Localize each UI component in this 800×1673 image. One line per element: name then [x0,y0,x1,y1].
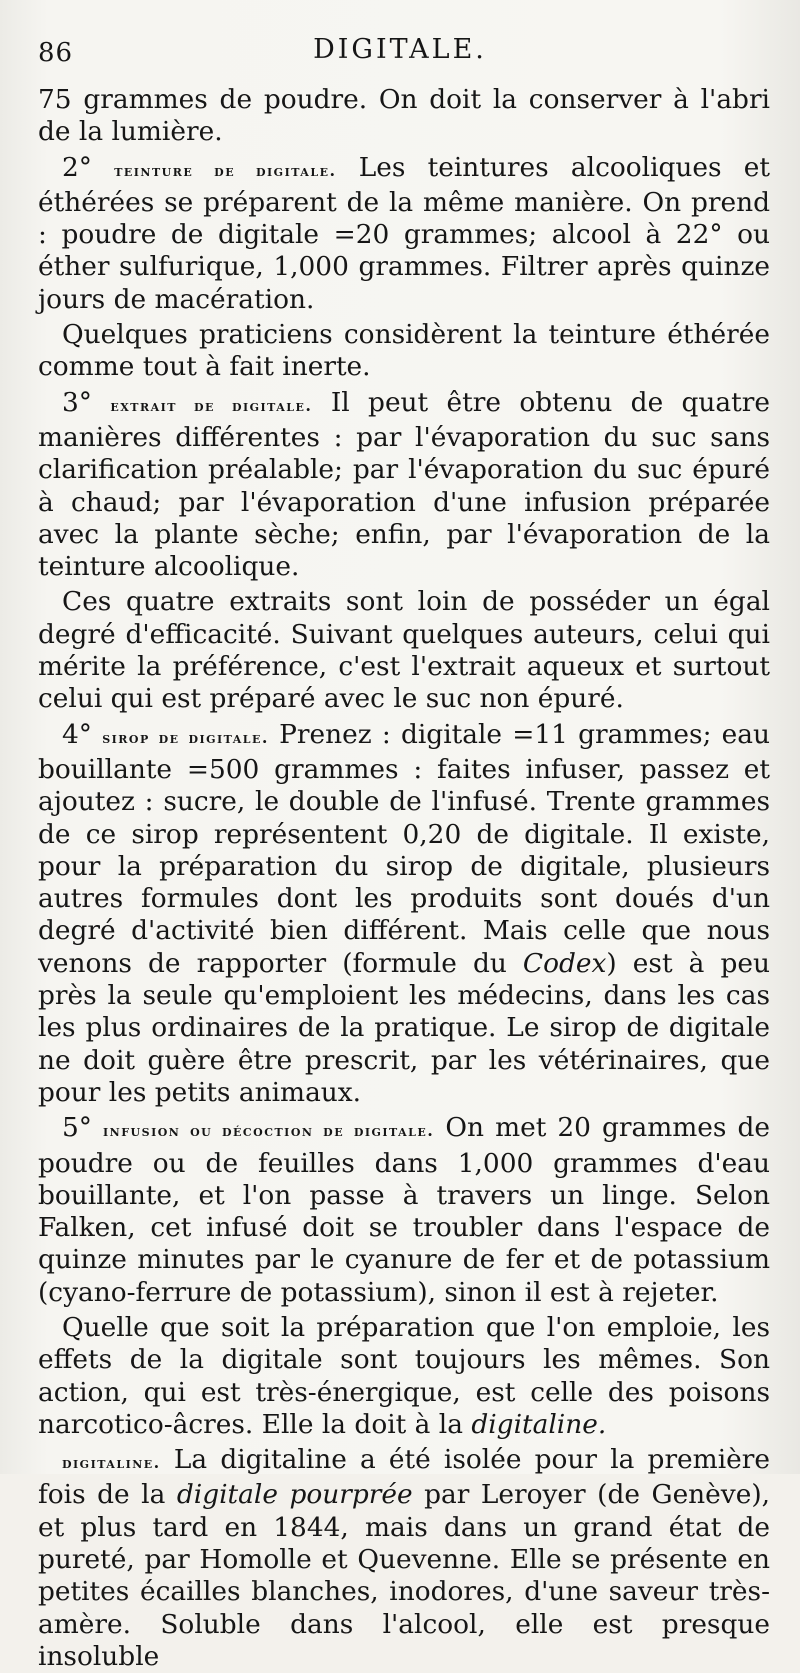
paragraph [38,319,770,384]
paragraph [38,1112,770,1309]
paragraph [38,1312,770,1441]
running-title: DIGITALE. [313,34,487,65]
section-heading: infusion ou décoction de digitale. [103,1121,435,1141]
paragraph-text-continued: par Leroyer (de Genève), et plus tard en 1844, mais dans un grand état de pureté, par Homolle et Quevenne. Elle se présente en petites écailles blanches, inodores, d'une saveur très-amère. Soluble dans l'alcool, elle est presque insoluble [38,1479,771,1672]
paragraph-text: Ces quatre extraits sont loin de posséder un égal degré d'efficacité. Suivant quelques auteurs, celui qui mérite la préférence, c'est l'extrait aqueux et surtout celui qui est préparé avec le suc non épuré. [38,586,770,715]
paragraph [38,152,770,316]
italic-term: digitale pourprée [176,1479,413,1511]
italic-term: digitaline. [471,1408,607,1440]
paragraph [38,84,770,149]
paragraph-text: Il peut être obtenu de quatre manières différentes : par l'évaporation du suc sans clarification préalable; par l'évaporation du suc épuré à chaud; par l'évaporation d'une infusion préparée avec la plante sèche; enfin, par l'évaporation de la teinture alcoolique. [38,386,770,583]
page-number: 86 [38,38,74,68]
paragraph-text: Quelques praticiens considèrent la teinture éthérée comme tout à fait inerte. [38,319,770,383]
section-number: 4° [62,718,103,750]
section-number: 2° [62,151,115,183]
paragraph-text: 75 grammes de poudre. On doit la conserver à l'abri de la lumière. [38,84,770,148]
paragraph-text: Les teintures alcooliques et éthérées se préparent de la même manière. On prend : poudre de digitale =20 grammes; alcool à 22° ou éther sulfurique, 1,000 grammes. Filtrer après quinze jours de macération. [38,151,771,315]
paragraph [38,387,770,584]
section-heading: sirop de digitale. [102,727,269,747]
paragraph-text-continued: ) est à peu près la seule qu'emploient les médecins, dans les cas les plus ordinaires de la pratique. Le sirop de digitale ne doit guère être prescrit, par les vétérinaires, que pour les petits animaux. [38,947,770,1108]
page-body [38,84,770,1673]
section-number: 3° [62,386,111,418]
section-heading: extrait de digitale. [110,395,313,415]
paragraph [38,719,770,1110]
paragraph [38,1444,770,1673]
section-heading: teinture de digitale. [114,160,337,180]
paragraph-text: Prenez : digitale =11 grammes; eau bouillante =500 grammes : faites infuser, passez et ajoutez : sucre, le double de l'infusé. Trente grammes de ce sirop représentent 0,20 de digitale. Il existe, pour la préparation du sirop de digitale, plusieurs autres formules dont les produits sont doués d'un degré d'activité bien différent. Mais celle que nous venons de rapporter (formule du [38,718,771,979]
paragraph-text: On met 20 grammes de poudre ou de feuilles dans 1,000 grammes d'eau bouillante, et l'on passe à travers un linge. Selon Falken, cet infusé doit se troubler dans l'espace de quinze minutes par le cyanure de fer et de potassium (cyano-ferrure de potassium), sinon il est à rejeter. [38,1112,771,1308]
section-number: 5° [62,1112,104,1144]
page-header [0,28,800,72]
paragraph-text: La digitaline a été isolée pour la première fois de la [38,1444,770,1511]
section-heading: digitaline. [62,1453,161,1473]
paragraph-text: Quelle que soit la préparation que l'on emploie, les effets de la digitale sont toujours les mêmes. Son action, qui est très-énergique, est celle des poisons narcotico-âcres. Elle la doit à la [38,1311,770,1440]
italic-term: Codex [522,947,607,979]
paragraph [38,586,770,715]
